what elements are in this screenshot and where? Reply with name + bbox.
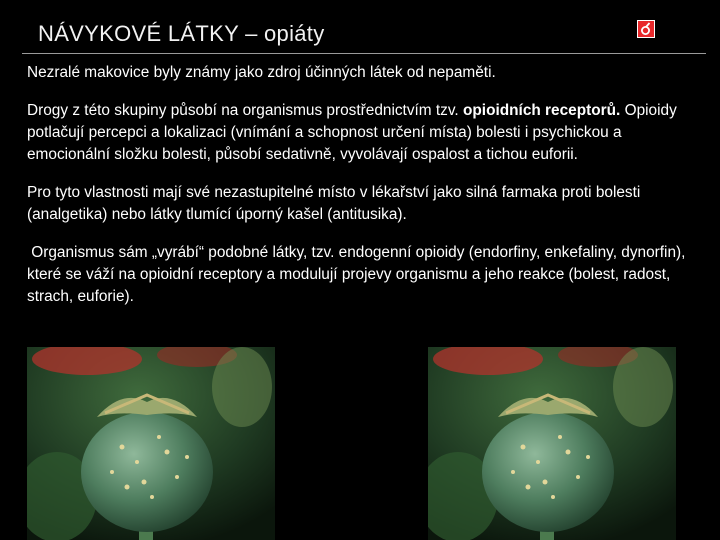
poppy-photo-right bbox=[428, 347, 676, 540]
title-divider bbox=[22, 53, 706, 54]
paragraph-1-text: Nezralé makovice byly známy jako zdroj účinných látek od nepaměti. bbox=[27, 64, 496, 81]
paragraph-2-text-b: Opioidy potlačují percepci a lokalizaci (vnímání a schopnost určení místa) bolesti i psychickou a emocionální složku bolesti, působí sedativně, vyvolávají ospalost a tichou euforii. bbox=[27, 102, 677, 163]
paragraph-2-text-a: Drogy z této skupiny působí na organismus prostřednictvím tzv. bbox=[27, 102, 463, 119]
slide-body bbox=[27, 62, 697, 324]
paragraph-2 bbox=[27, 100, 697, 166]
paragraph-2-bold: opioidních receptorů. bbox=[462, 102, 621, 119]
paragraph-3 bbox=[27, 182, 697, 226]
paragraph-4 bbox=[27, 242, 697, 308]
logo-icon bbox=[637, 20, 655, 38]
slide-title: NÁVYKOVÉ LÁTKY – opiáty bbox=[38, 21, 325, 46]
paragraph-3-text: Pro tyto vlastnosti mají své nezastupitelné místo v lékařství jako silná farmaka proti bolesti (analgetika) nebo látky tlumící úporný kašel (antitusika). bbox=[27, 184, 641, 223]
paragraph-4-text: Organismus sám „vyrábí“ podobné látky, tzv. endogenní opioidy (endorfiny, enkefaliny, dynorfin), které se váží na opioidní receptory a modulují projevy organismu a jeho reakce (bolest, radost, strach, euforie). bbox=[27, 244, 690, 305]
paragraph-1 bbox=[27, 62, 697, 84]
poppy-photo-left bbox=[27, 347, 275, 540]
